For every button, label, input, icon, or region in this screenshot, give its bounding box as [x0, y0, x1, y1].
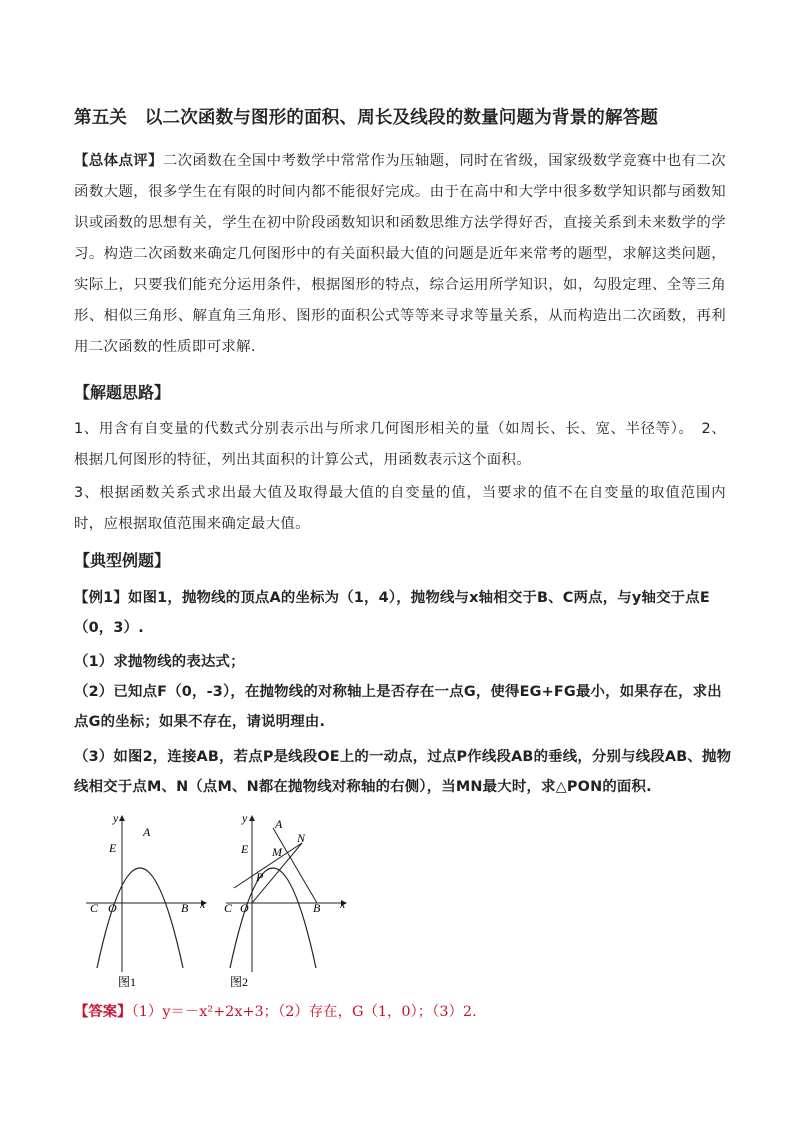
approach-heading: 【解题思路】	[74, 383, 171, 402]
label-O: O	[108, 901, 117, 915]
parabola-curve	[230, 868, 316, 968]
page-title: 第五关 以二次函数与图形的面积、周长及线段的数量问题为背景的解答题	[74, 108, 659, 128]
label-B: B	[181, 901, 189, 915]
answer-line	[74, 1000, 477, 1021]
example-1-part-2: （2）已知点F（0，-3），在抛物线的对称轴上是否存在一点G，使得EG+FG最小，如果存在，求出点G的坐标；如果不存在，请说明理由.	[74, 684, 722, 730]
overview-text: 二次函数在全国中考数学中常常作为压轴题，同时在省级，国家级数学竞赛中也有二次函数大题，很多学生在有限的时间内都不能很好完成。由于在高中和大学中很多数学知识都与函数知识或函数的思想有关，学生在初中阶段函数知识和函数思维方法学得好否，直接关系到未来数学的学习。构造二次函数来确定几何图形中的有关面积最大值的问题是近年来常考的题型，求解这类问题，实际上，只要我们能充分运用条件，根据图形的特点，综合运用所学知识，如，勾股定理、全等三角形、相似三角形、解直角三角形、图形的面积公式等等来寻求等量关系，从而构造出二次函数，再利用二次函数的性质即可求解.	[74, 153, 726, 355]
overview-paragraph	[74, 146, 726, 363]
label-E: E	[109, 841, 117, 855]
label-B: B	[313, 901, 321, 915]
label-C: C	[224, 901, 233, 915]
label-A: A	[143, 825, 151, 839]
figure-2-caption: 图2	[230, 975, 249, 988]
approach-step-1-2: 1、用含有自变量的代数式分别表示出与所求几何图形相关的量（如周长、长、宽、半径等）。 2、根据几何图形的特征，列出其面积的计算公式，用函数表示这个面积。	[74, 421, 726, 468]
label-P: P	[256, 870, 264, 884]
figure-1	[82, 808, 217, 988]
answer-label: 【答案】	[74, 1004, 132, 1020]
example-1-part-3: （3）如图2，连接AB，若点P是线段OE上的一动点，过点P作线段AB的垂线，分别与线段AB、抛物线相交于点M、N（点M、N都在抛物线对称轴的右侧），当MN最大时，求△PON的面积.	[74, 749, 732, 795]
label-x: x	[340, 897, 346, 911]
parabola-curve	[97, 868, 183, 968]
approach-step-3: 3、根据函数关系式求出最大值及取得最大值的自变量的值，当要求的值不在自变量的取值范围内时，应根据取值范围来确定最大值。	[74, 485, 726, 532]
label-E: E	[241, 842, 249, 856]
label-C: C	[90, 901, 99, 915]
label-N: N	[297, 831, 306, 845]
example-1-part-1: （1）求抛物线的表达式；	[74, 654, 245, 670]
segment-AB	[273, 828, 317, 903]
label-O: O	[240, 901, 249, 915]
overview-label: 【总体点评】	[74, 153, 163, 169]
figure-2	[222, 808, 357, 988]
examples-heading: 【典型例题】	[74, 551, 171, 570]
example-1-intro: 【例1】如图1，抛物线的顶点A的坐标为（1，4），抛物线与x轴相交于B、C两点，与y轴交于点E（0，3）.	[74, 590, 710, 636]
label-x: x	[200, 897, 206, 911]
answer-text: （1）y＝－x²+2x+3；（2）存在，G（1，0）；（3）2.	[131, 1004, 477, 1020]
figure-1-caption: 图1	[118, 975, 137, 988]
label-y: y	[113, 811, 119, 825]
label-A: A	[275, 817, 283, 831]
label-M: M	[272, 845, 282, 859]
label-y: y	[242, 811, 248, 825]
